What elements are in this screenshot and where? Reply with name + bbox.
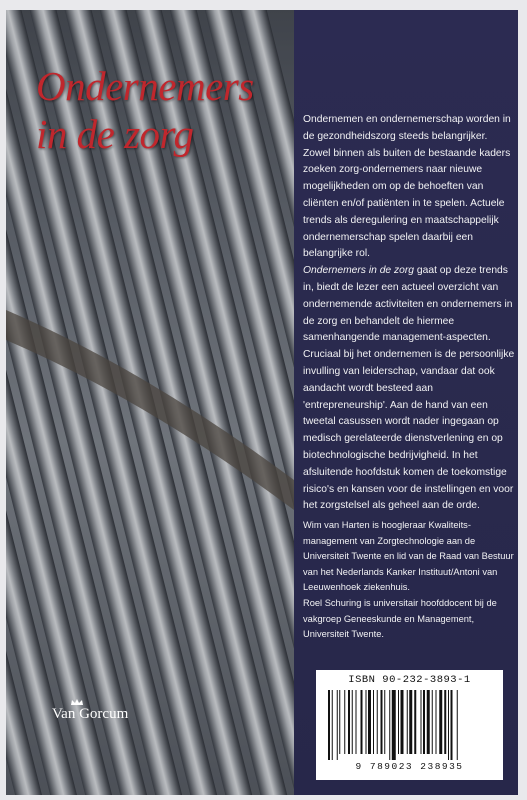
barcode-bar — [448, 690, 449, 760]
description-book-title: Ondernemers in de zorg — [303, 265, 415, 277]
barcode-box — [316, 670, 503, 780]
barcode-bar — [368, 690, 371, 754]
book-title — [36, 62, 254, 158]
barcode-bar — [339, 690, 340, 754]
barcode-bar — [451, 690, 453, 760]
description-paragraph-2-text: gaat op deze trends in, biedt de lezer een actueel overzicht van ondernemende activiteiten en ondernemers in de zorg en behandelt de hiermee samenhangende management-aspecten. Cruciaal bij het ondernemen is de persoonlijke invulling van leiderschap, vandaar dat ook aandacht wordt besteed aan 'entrepreneurship'. Aan de hand van een tweetal casussen wordt nader ingegaan op medisch gerelateerde dienstverlening en op biotechnologische bedrijvigheid. In het afsluitende hoofdstuk komen de toekomstige risico's en kansen voor de instellingen en voor het zorgstelsel als geheel aan de orde. — [303, 265, 515, 512]
barcode-bar — [381, 690, 383, 754]
barcode-bar — [377, 690, 378, 754]
description-paragraph-2 — [303, 263, 515, 515]
title-line-1: Ondernemers — [36, 63, 254, 109]
barcode-bar — [344, 690, 345, 754]
barcode-bar — [384, 690, 385, 754]
crown-logo-icon — [70, 698, 84, 706]
barcode-bar — [348, 690, 350, 754]
description — [303, 112, 515, 515]
barcode-bar — [373, 690, 374, 754]
barcode-bar — [337, 690, 338, 760]
barcode-bar — [392, 690, 396, 760]
barcode-bar — [436, 690, 437, 754]
barcode-bar — [427, 690, 430, 754]
barcode-bar — [328, 690, 330, 760]
barcode-bar — [407, 690, 408, 754]
author-bios — [303, 518, 515, 643]
barcode-bar — [423, 690, 425, 754]
author-bio-1: Wim van Harten is hoogleraar Kwaliteits-management van Zorgtechnologie aan de Universiteit Twente en lid van de Raad van Bestuur van het Nederlands Kanker Instituut/Antoni van Leeuwenhoek ziekenhuis. — [303, 520, 514, 593]
barcode-bar — [398, 690, 399, 754]
barcode-bar — [366, 690, 367, 754]
ean-number: 9 789023 238935 — [355, 761, 464, 772]
isbn-number: ISBN 90-232-3893-1 — [348, 674, 471, 686]
barcode-bar — [457, 690, 458, 760]
barcode-bar — [421, 690, 422, 754]
description-paragraph-1: Ondernemen en ondernemerschap worden in de gezondheidszorg steeds belangrijker. Zowel binnen als buiten de bestaande kaders zoeken zorg-ondernemers naar nieuwe mogelijkheden om op de behoeften van cliënten en/of patiënten in te spelen. Actuele trends als deregulering en maatschappelijk ondernemerschap spelen daarbij een belangrijke rol. — [303, 114, 511, 260]
text-panel — [294, 10, 518, 795]
barcode-icon — [328, 690, 491, 760]
barcode-bar — [352, 690, 353, 754]
barcode-bar — [401, 690, 404, 754]
barcode-bar — [414, 690, 416, 754]
barcode-bar — [439, 690, 442, 754]
barcode-bar — [432, 690, 433, 754]
barcode-bar — [332, 690, 333, 760]
title-line-2: in de zorg — [36, 111, 194, 157]
publisher-logo: Van Gorcum — [52, 706, 129, 722]
barcode-bar — [444, 690, 446, 754]
barcode-bar — [389, 690, 390, 760]
barcode-bar — [356, 690, 357, 754]
author-bio-2: Roel Schuring is universitair hoofddocent bij de vakgroep Geneeskunde en Management, Universiteit Twente. — [303, 597, 497, 640]
barcode-bar — [361, 690, 363, 754]
book-back-cover — [6, 10, 518, 795]
barcode-bar — [409, 690, 412, 754]
